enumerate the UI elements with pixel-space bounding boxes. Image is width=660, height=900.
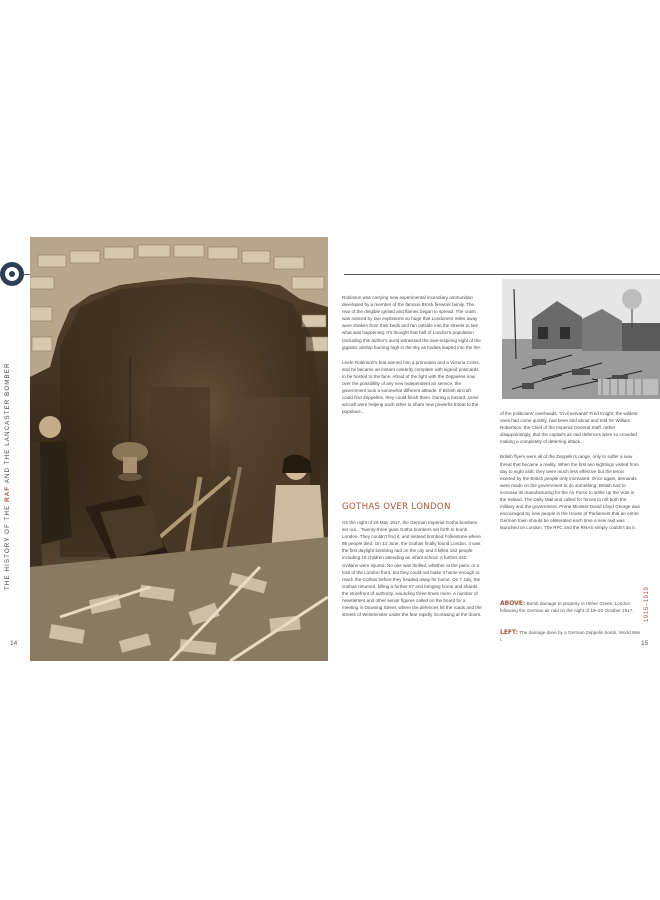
- caption-above-text: Bomb damage to property in Hither Green, London, following the German air raid on the night of 19–20 October 1917.: [500, 601, 634, 613]
- caption-above: [500, 600, 642, 614]
- raf-roundel-icon: [0, 262, 24, 286]
- body-paragraph: of the politicians' overheads. 'Civil servants' Fred Knight: the wildest ones had come quickly, had been told about and told Sir William Robertson, the Chief of the Imperial General Staff, rather disappointingly, that the capital's air raid defences were so crowded making a completely of deterring attack.: [500, 411, 638, 445]
- body-paragraph: On the night of 26 May 1917, the German Imperial Gotha bombers set out... Twenty-three giant Gotha bombers set forth to bomb London. They couldn't find it, and instead bombed Folkestone where 95 people died. On 13 June, the Gothas finally found London. It was the first daylight bombing raid on the city and it killed 162 people including 18 children attending an infant school. A further 432 civilians were injured. No one was thrilled, whether at the panic or a loss of the London front, but they could not make it home enough to reach the Gothas before they headed away for home. On 7 July, the Gothas returned, killing a further 57 and bringing home and shards the storefront of authority, wounding three times more. A number of newsletters and other senior figures called on the board for a meeting in Downing Street, where the defences hit the roads and the streets of Westminster under the fear rapidly increasing at the doors.: [342, 520, 482, 618]
- body-column-1: [342, 294, 482, 424]
- body-column-2: [500, 410, 640, 540]
- zeppelin-damage-photo: [30, 237, 328, 661]
- caption-above-label: ABOVE:: [500, 600, 526, 607]
- body-paragraph: Robinson was carrying new experimental incendiary ammunition developed by a member of the famous Brock firework family. The rear of the dirigible ignited and flames began to spread. The crash was noticed by two explosions so huge that Londoners miles away were shaken from their beds and ran outside into the streets to see what was happening. It's thought that half of London's population (including this author's aunt) witnessed the awe-inspiring sight of the gigantic airship burning high in the sky as bodies leaped into the fire.: [342, 295, 482, 350]
- running-title-part2: AND THE LANCASTER BOMBER: [4, 362, 11, 486]
- body-column-1b: [342, 519, 482, 626]
- body-paragraph: Leefe Robinson's feat earned him a promotion and a Victoria Cross, and he became an instant celebrity complete with signed postcards to be hosted to the fans. Afraid of the fight with the Zeppelins now over the possibility of any new independent air service, the government took a somewhat different attitude. If British aircraft could find Zeppelins, they could finish them. During a hazard, some aircraft were helping each other to share new powerful threat to the populace...: [342, 359, 480, 415]
- caption-left: [500, 629, 642, 643]
- header-rule-right: [344, 274, 660, 275]
- page-number-right: 15: [641, 640, 649, 647]
- caption-left-text: The damage done by a German Zeppelin bomb, World War I.: [500, 630, 641, 642]
- caption-left-label: LEFT:: [500, 629, 519, 636]
- chapter-years: 1915–1919: [644, 586, 650, 622]
- hither-green-damage-photo: [502, 279, 660, 399]
- running-title-highlight: RAF: [4, 485, 11, 502]
- body-paragraph: British flyers were all of the Zeppelin's range, only to suffer a new threat that became a reality. When the first two sightings visited from day to night aloft, they were much less effective but the terror exerted by the British people only increased. Once again, demands were made on the government to do something. British had to increase its manufacturing for the Air Force to strike up the Vote in the Ireland. The Daily Mail and called for forces to roll both the military and the government. Prime Minister David Lloyd George was encouraged by new people in the House of Parliament that an entire German town should be obliterated each time a new raid was launched on London. The RFC and the RNAS simply couldn't do it.: [500, 454, 640, 531]
- page-number-left: 14: [10, 640, 18, 647]
- section-heading: GOTHAS OVER LONDON: [342, 502, 451, 512]
- running-title-part1: THE HISTORY OF THE: [4, 501, 11, 590]
